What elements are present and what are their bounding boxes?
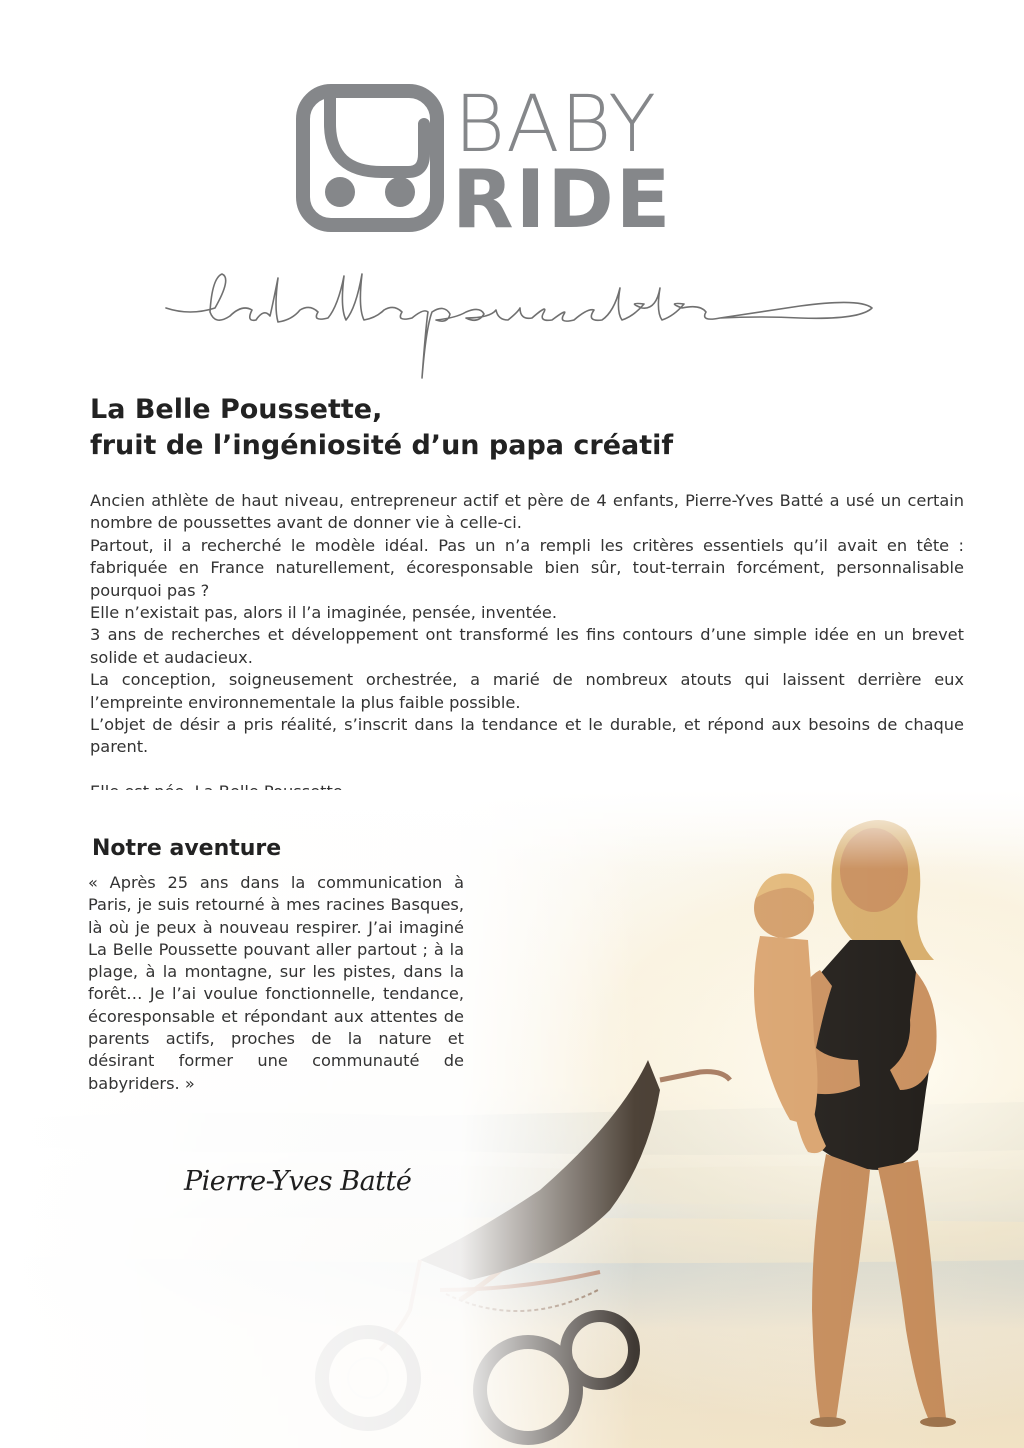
section-title: Notre aventure: [92, 836, 282, 861]
brand-logo: [296, 80, 716, 246]
intro-paragraph: Elle n’existait pas, alors il l’a imaginée, pensée, inventée.: [90, 603, 558, 623]
intro-text: [90, 490, 964, 803]
tagline-script: [160, 268, 890, 388]
title-line-1: La Belle Poussette,: [90, 394, 383, 425]
intro-paragraph: Ancien athlète de haut niveau, entrepreneur actif et père de 4 enfants, Pierre-Yves Batté a usé un certain nombre de poussettes avant de donner vie à celle-ci.: [90, 491, 964, 533]
brand-line-ride: RIDE: [452, 153, 673, 246]
page-title: [90, 392, 950, 464]
intro-paragraph: L’objet de désir a pris réalité, s’inscrit dans la tendance et le durable, et répond aux besoins de chaque parent.: [90, 715, 964, 757]
intro-paragraph: La conception, soigneusement orchestrée, a marié de nombreux atouts qui laissent derrière eux l’empreinte environnementale la plus faible possible.: [90, 670, 964, 712]
intro-paragraph: Partout, il a recherché le modèle idéal. Pas un n’a rempli les critères essentiels qu’il avait en tête : fabriquée en France naturellement, écoresponsable bien sûr, tout-terrain forcément, personnalisable pourquoi pas ?: [90, 535, 964, 600]
founder-signature: Pierre-Yves Batté: [184, 1166, 412, 1197]
stroller-logo-icon: [296, 84, 444, 232]
title-line-2: fruit de l’ingéniosité d’un papa créatif: [90, 430, 674, 461]
intro-paragraph: 3 ans de recherches et développement ont transformé les fins contours d’une simple idée en un brevet solide et audacieux.: [90, 625, 964, 667]
brand-line-baby: BABY: [454, 80, 657, 170]
founder-quote: « Après 25 ans dans la communication à Paris, je suis retourné à mes racines Basques, là où je peux à nouveau respirer. J’ai imaginé La Belle Poussette pouvant aller partout ; à la plage, à la montagne, sur les pistes, dans la forêt… Je l’ai voulue fonctionnelle, tendance, écoresponsable et répondant aux attentes de parents actifs, proches de la nature et désirant former une communauté de babyriders. »: [88, 873, 464, 1093]
paragraph-spacer: [90, 759, 964, 781]
